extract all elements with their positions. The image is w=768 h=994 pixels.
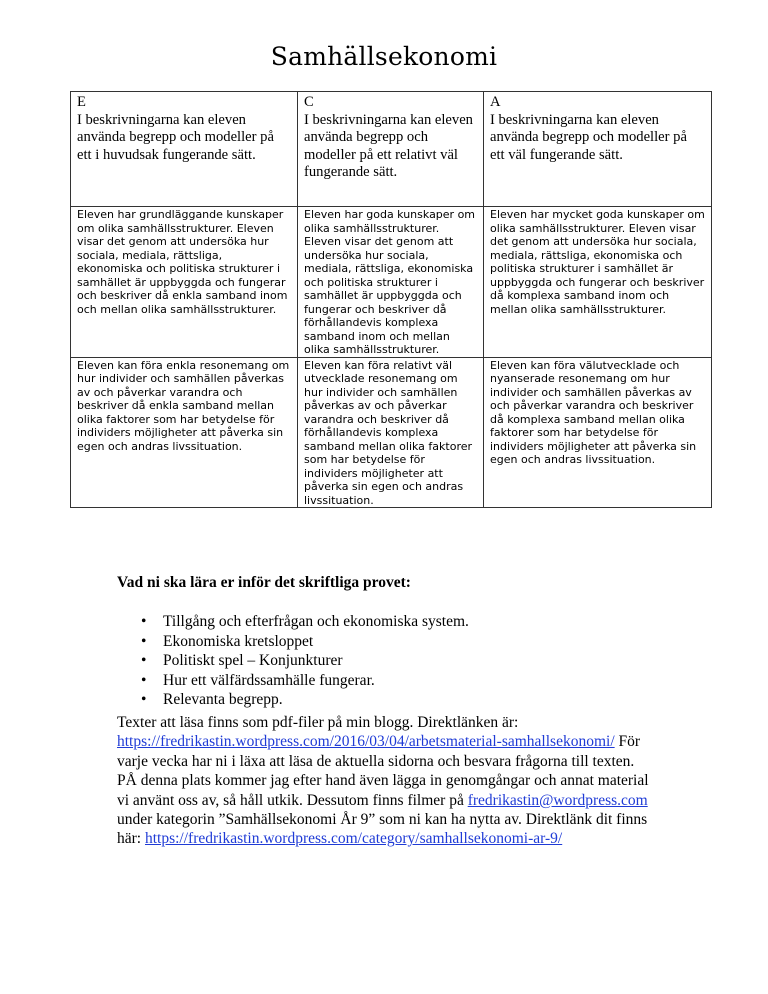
grading-criteria-table <box>70 91 712 508</box>
reasoning-row <box>71 357 712 508</box>
topic-text: Ekonomiska kretsloppet <box>163 632 314 650</box>
info-paragraph <box>117 713 657 849</box>
paragraph-text-1: Texter att läsa finns som pdf-filer på min blogg. Direktlänken är: <box>117 714 519 731</box>
topic-text: Hur ett välfärdssamhälle fungerar. <box>163 671 375 689</box>
bullet-icon: • <box>141 691 147 709</box>
grade-e-knowledge: Eleven har grundläggande kunskaper om olika samhällsstrukturer. Eleven visar det genom att undersöka hur sociala, mediala, rättsliga, ekonomiska och politiska strukturer i samhället är uppbyggda och fungerar och beskriver då enkla samband inom och mellan olika samhällsstrukturer. <box>71 207 298 358</box>
bullet-icon: • <box>141 632 147 650</box>
topic-item <box>117 612 469 632</box>
topic-item <box>117 651 469 671</box>
topic-item <box>117 671 469 691</box>
grade-a-letter: A <box>490 94 501 110</box>
bullet-icon: • <box>141 613 147 630</box>
material-link[interactable]: https://fredrikastin.wordpress.com/2016/03/04/arbetsmaterial-samhallsekonomi/ <box>117 733 615 751</box>
grade-c-knowledge: Eleven har goda kunskaper om olika samhällsstrukturer. Eleven visar det genom att undersöka hur sociala, mediala, rättsliga, ekonomiska och politiska strukturer i samhället är uppbyggda och fungerar och beskriver då förhållandevis komplexa samband inom och mellan olika samhällsstrukturer. <box>298 207 484 358</box>
bullet-icon: • <box>141 671 147 689</box>
grade-a-reasoning: Eleven kan föra välutvecklade och nyanserade resonemang om hur individer och samhällen påverkas av och påverkar varandra och beskriver då komplexa samband mellan olika faktorer som har betydelse för individers möjligheter att påverka sin egen och andras livssituation. <box>484 357 712 508</box>
grade-a-knowledge: Eleven har mycket goda kunskaper om olika samhällsstrukturer. Eleven visar det genom att undersöka hur sociala, mediala, rättsliga, ekonomiska och politiska strukturer i samhället är uppbyggda och fungerar och beskriver då komplexa samband inom och mellan olika samhällsstrukturer. <box>484 207 712 358</box>
bullet-icon: • <box>141 652 147 670</box>
paragraph-text-2: För varje vecka har ni i läxa att läsa de aktuella sidorna och besvara frågorna till texten. PÅ denna plats kommer jag efter hand även lägga in genomgångar och annat material vi använt oss av, så håll utkik. Dessutom finns filmer på <box>117 733 649 809</box>
topic-item <box>117 632 469 652</box>
page-title: Samhällsekonomi <box>270 42 498 71</box>
grade-e-reasoning: Eleven kan föra enkla resonemang om hur individer och samhällen påverkas av och påverkar varandra och beskriver då enkla samband mellan olika faktorer som har betydelse för individers möjligheter att påverka sin egen och andras livssituation. <box>71 357 298 508</box>
topic-text: Tillgång och efterfrågan och ekonomiska system. <box>163 613 469 630</box>
grade-c-header-text: I beskrivningarna kan eleven använda begrepp och modeller på ett relativt väl fungerande sätt. <box>304 111 473 180</box>
topic-list <box>117 612 469 710</box>
grade-e-header <box>71 92 298 207</box>
knowledge-row <box>71 207 712 358</box>
grade-header-row <box>71 92 712 207</box>
paragraph-text-3: under kategorin ”Samhällsekonomi År 9” som ni kan ha nytta av. Direktlänk dit finns här: <box>117 811 648 848</box>
grade-c-header <box>298 92 484 207</box>
topic-text: Politiskt spel – Konjunkturer <box>163 652 343 670</box>
grade-a-header-text: I beskrivningarna kan eleven använda begrepp och modeller på ett väl fungerande sätt. <box>490 111 687 163</box>
topic-text: Relevanta begrepp. <box>163 691 283 709</box>
grade-e-header-text: I beskrivningarna kan eleven använda begrepp och modeller på ett i huvudsak fungerande sätt. <box>77 111 274 163</box>
grade-a-header <box>484 92 712 207</box>
email-link[interactable]: fredrikastin@wordpress.com <box>467 791 648 809</box>
grade-c-letter: C <box>304 94 314 110</box>
topic-item <box>117 690 469 710</box>
grade-c-reasoning: Eleven kan föra relativt väl utvecklade resonemang om hur individer och samhällen påverkas av och påverkar varandra och beskriver då förhållandevis komplexa samband mellan olika faktorer som har betydelse för individers möjligheter att påverka sin egen och andras livssituation. <box>298 357 484 508</box>
grade-e-letter: E <box>77 94 86 110</box>
study-heading: Vad ni ska lära er inför det skriftliga provet: <box>117 574 411 591</box>
category-link[interactable]: https://fredrikastin.wordpress.com/category/samhallsekonomi-ar-9/ <box>144 830 563 848</box>
